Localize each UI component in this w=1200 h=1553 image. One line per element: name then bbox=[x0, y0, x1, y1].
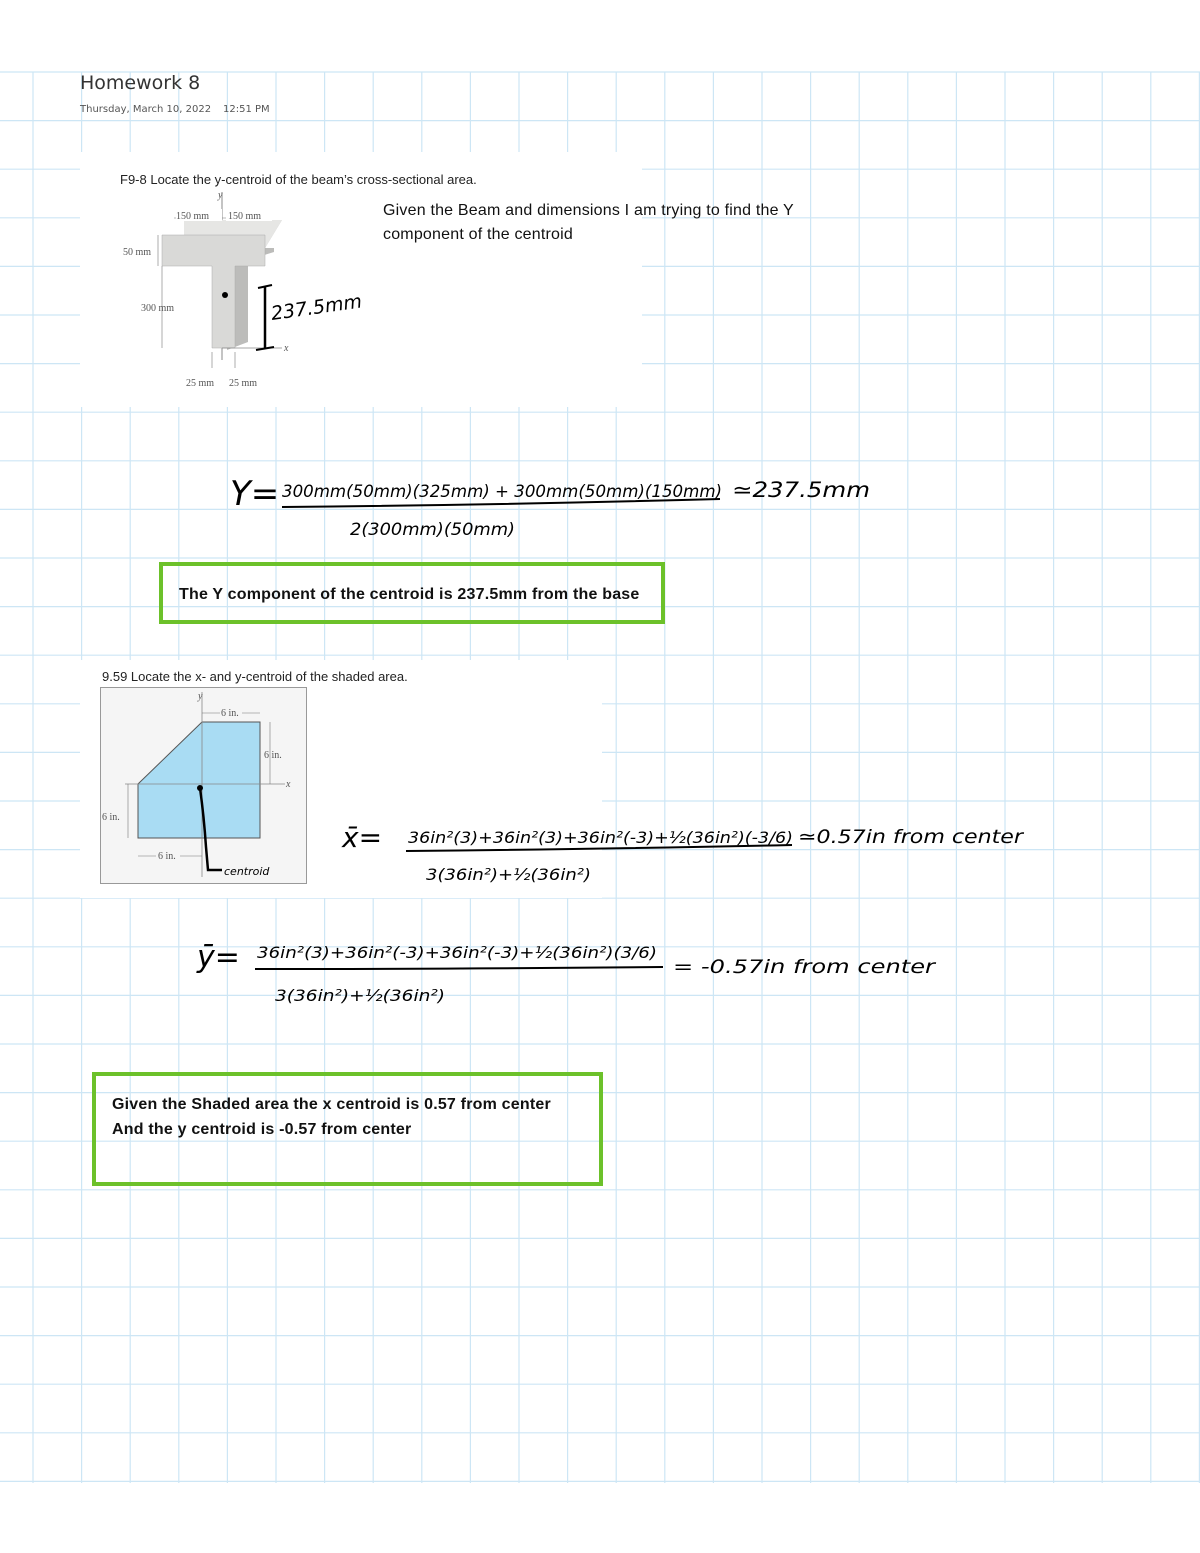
problem2-statement: 9.59 Locate the x- and y-centroid of the shaded area. bbox=[102, 669, 408, 684]
problem1-figure-panel bbox=[80, 152, 642, 407]
eqx-lhs: x̄= bbox=[342, 821, 383, 854]
eqy-denominator: 3(36in²)+½(36in²) bbox=[275, 986, 445, 1005]
problem1-handwritten-equation bbox=[220, 455, 920, 550]
page-date: Thursday, March 10, 2022 bbox=[80, 104, 212, 115]
problem2-answer-box bbox=[92, 1072, 603, 1186]
eq1-denominator: 2(300mm)(50mm) bbox=[350, 520, 515, 540]
area-dim-right: 6 in. bbox=[264, 750, 282, 761]
beam-centroid-dot bbox=[222, 292, 228, 298]
beam-dim-flange: 50 mm bbox=[123, 247, 152, 258]
eqy-result: = -0.57in from center bbox=[673, 956, 937, 978]
problem1-note-line2: component of the centroid bbox=[383, 226, 574, 243]
eqx-denominator: 3(36in²)+½(36in²) bbox=[426, 865, 591, 884]
eqx-numerator: 36in²(3)+36in²(3)+36in²(-3)+½(36in²)(-3/6) bbox=[408, 828, 793, 847]
beam-dim-top-left: 150 mm bbox=[176, 211, 210, 222]
eqy-lhs: ȳ= bbox=[197, 940, 240, 975]
beam-handwritten-height: 237.5mm bbox=[269, 290, 364, 325]
problem2-answer-line1: Given the Shaded area the x centroid is 0.57 from center bbox=[112, 1096, 551, 1113]
problem1-answer: The Y component of the centroid is 237.5mm from the base bbox=[179, 586, 640, 603]
problem2-handwritten-equation-x bbox=[340, 805, 1040, 895]
eqy-numerator: 36in²(3)+36in²(-3)+36in²(-3)+½(36in²)(3/6) bbox=[257, 943, 657, 962]
eqx-result: ≃0.57in from center bbox=[798, 826, 1025, 848]
problem1-note-line1: Given the Beam and dimensions I am trying to find the Y bbox=[383, 202, 794, 219]
beam-x-axis-label: x bbox=[284, 343, 289, 354]
page-title: Homework 8 bbox=[80, 72, 201, 94]
area-dim-bottom: 6 in. bbox=[158, 851, 176, 862]
beam-dim-bottom-right: 25 mm bbox=[229, 378, 258, 389]
problem1-statement: F9-8 Locate the y-centroid of the beam’s cross-sectional area. bbox=[120, 172, 477, 187]
problem2-answer-line2: And the y centroid is -0.57 from center bbox=[112, 1121, 412, 1138]
eq1-numerator: 300mm(50mm)(325mm) + 300mm(50mm)(150mm) bbox=[282, 482, 722, 502]
problem1-answer-box bbox=[159, 562, 665, 624]
area-handwritten-centroid: centroid bbox=[224, 865, 270, 878]
eq1-result: ≃237.5mm bbox=[732, 478, 870, 502]
area-x-axis-label: x bbox=[286, 779, 291, 790]
beam-dim-bottom-left: 25 mm bbox=[186, 378, 215, 389]
eq1-lhs: Y= bbox=[230, 474, 280, 514]
shaded-area-diagram bbox=[100, 687, 310, 885]
problem2-handwritten-equation-y bbox=[195, 925, 955, 1015]
beam-front-face bbox=[162, 235, 265, 348]
page-time: 12:51 PM bbox=[223, 104, 270, 115]
beam-y-axis-label: y bbox=[218, 190, 223, 201]
area-y-axis-label: y bbox=[198, 691, 203, 702]
area-dim-top: 6 in. bbox=[221, 708, 239, 719]
t-beam-diagram bbox=[110, 190, 390, 405]
beam-dim-web: 300 mm bbox=[141, 303, 175, 314]
area-dim-left: 6 in. bbox=[102, 812, 120, 823]
beam-dim-top-right: 150 mm bbox=[228, 211, 262, 222]
